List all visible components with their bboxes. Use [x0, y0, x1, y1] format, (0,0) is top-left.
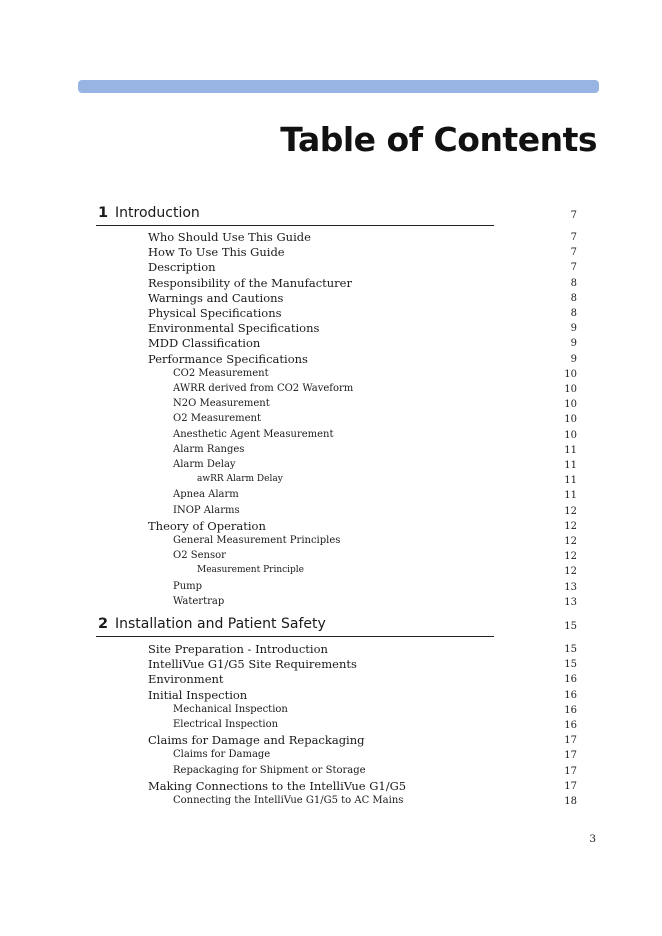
toc-page-number: 16 — [564, 674, 577, 686]
toc-entry: Mechanical Inspection — [173, 703, 288, 715]
toc-entry: How To Use This Guide — [148, 245, 285, 260]
toc-entry: Responsibility of the Manufacturer — [148, 275, 352, 290]
toc-entry: Site Preparation - Introduction — [148, 642, 328, 656]
toc-page-number: 11 — [564, 475, 577, 487]
toc-page-number: 12 — [564, 505, 577, 517]
toc-page-number: 10 — [564, 384, 577, 395]
toc-entry: Pump — [173, 580, 203, 592]
toc-entry: Connecting the IntelliVue G1/G5 to AC Mains — [173, 795, 404, 806]
toc-entry: Electrical Inspection — [173, 719, 279, 730]
toc-page-number: 12 — [564, 551, 577, 563]
toc-entry: O2 Measurement — [173, 413, 261, 425]
toc-page-number: 17 — [564, 780, 577, 792]
toc-page-number: 16 — [564, 720, 577, 731]
page-title: Table of Contents — [280, 120, 597, 159]
toc-entry: INOP Alarms — [173, 504, 240, 516]
toc-page-number: 9 — [570, 323, 577, 335]
toc-page-number: 8 — [570, 308, 577, 319]
toc-page-number: 10 — [564, 399, 577, 411]
toc-entry: Environmental Specifications — [148, 321, 320, 336]
toc-page-number: 10 — [564, 429, 577, 441]
toc-entry: Watertrap — [173, 595, 225, 607]
toc-entry: Theory of Operation — [148, 518, 266, 533]
toc-page-number: 12 — [564, 536, 577, 547]
toc-page-number: 8 — [570, 292, 577, 304]
toc-page-number: 12 — [564, 566, 577, 578]
toc-entry: Who Should Use This Guide — [148, 230, 311, 244]
toc-page-number: 11 — [564, 444, 577, 456]
toc-entry: Making Connections to the IntelliVue G1/G5 — [148, 778, 407, 793]
chapter-page-number: 15 — [564, 621, 577, 632]
toc-page-number: 16 — [564, 689, 577, 701]
toc-page-number: 10 — [564, 368, 577, 380]
toc-page-number: 10 — [564, 414, 577, 426]
toc-entry: Alarm Ranges — [173, 443, 245, 455]
toc-page-number: 7 — [570, 247, 577, 259]
toc-page-number: 17 — [564, 765, 577, 777]
chapter-number: 1 — [98, 205, 109, 221]
toc-entry: CO2 Measurement — [173, 367, 269, 379]
toc-entry: N2O Measurement — [173, 398, 270, 410]
toc-entry: Anesthetic Agent Measurement — [173, 428, 334, 440]
chapter-number: 2 — [98, 616, 109, 632]
toc-entry: Physical Specifications — [148, 306, 282, 320]
toc-page-number: 9 — [570, 353, 577, 365]
toc-entry: O2 Sensor — [173, 550, 226, 562]
toc-entry: Claims for Damage — [173, 749, 271, 761]
toc-page-number: 7 — [570, 232, 577, 243]
chapter-title: Installation and Patient Safety — [115, 616, 326, 632]
toc-entry: Performance Specifications — [148, 351, 308, 366]
page-number: 3 — [589, 833, 596, 845]
toc-page-number: 12 — [564, 520, 577, 532]
toc-entry: Measurement Principle — [197, 565, 305, 576]
chapter-page-number: 7 — [570, 210, 577, 221]
toc-page-number: 15 — [564, 644, 577, 655]
toc-page-number: 13 — [564, 581, 577, 593]
toc-entry: Warnings and Cautions — [148, 290, 284, 305]
chapter-title: Introduction — [115, 205, 200, 221]
toc-entry: Repackaging for Shipment or Storage — [173, 764, 366, 776]
toc-page-number: 7 — [570, 262, 577, 274]
toc-page-number: 18 — [564, 796, 577, 807]
toc-entry: AWRR derived from CO2 Waveform — [173, 383, 354, 394]
toc-entry: Initial Inspection — [148, 687, 248, 702]
toc-page-number: 9 — [570, 338, 577, 350]
toc-entry: IntelliVue G1/G5 Site Requirements — [148, 657, 357, 672]
toc-page-number: 16 — [564, 704, 577, 716]
header-bar — [78, 80, 599, 93]
toc-page-number: 15 — [564, 659, 577, 671]
chapter-heading — [96, 616, 494, 637]
toc-entry: Environment — [148, 672, 224, 687]
toc-page-number: 8 — [570, 277, 577, 289]
toc-entry: Claims for Damage and Repackaging — [148, 733, 365, 748]
toc-entry: MDD Classification — [148, 336, 261, 351]
toc-page-number: 17 — [564, 750, 577, 762]
toc-entry: Alarm Delay — [173, 459, 236, 470]
toc-entry: General Measurement Principles — [173, 535, 341, 546]
toc-page-number: 17 — [564, 735, 577, 747]
toc-page-number: 13 — [564, 596, 577, 608]
toc-page-number: 11 — [564, 460, 577, 471]
chapter-heading — [96, 205, 494, 226]
toc-entry: Apnea Alarm — [173, 489, 239, 501]
toc-entry: awRR Alarm Delay — [197, 474, 283, 485]
toc-entry: Description — [148, 260, 216, 275]
toc-page-number: 11 — [564, 490, 577, 502]
